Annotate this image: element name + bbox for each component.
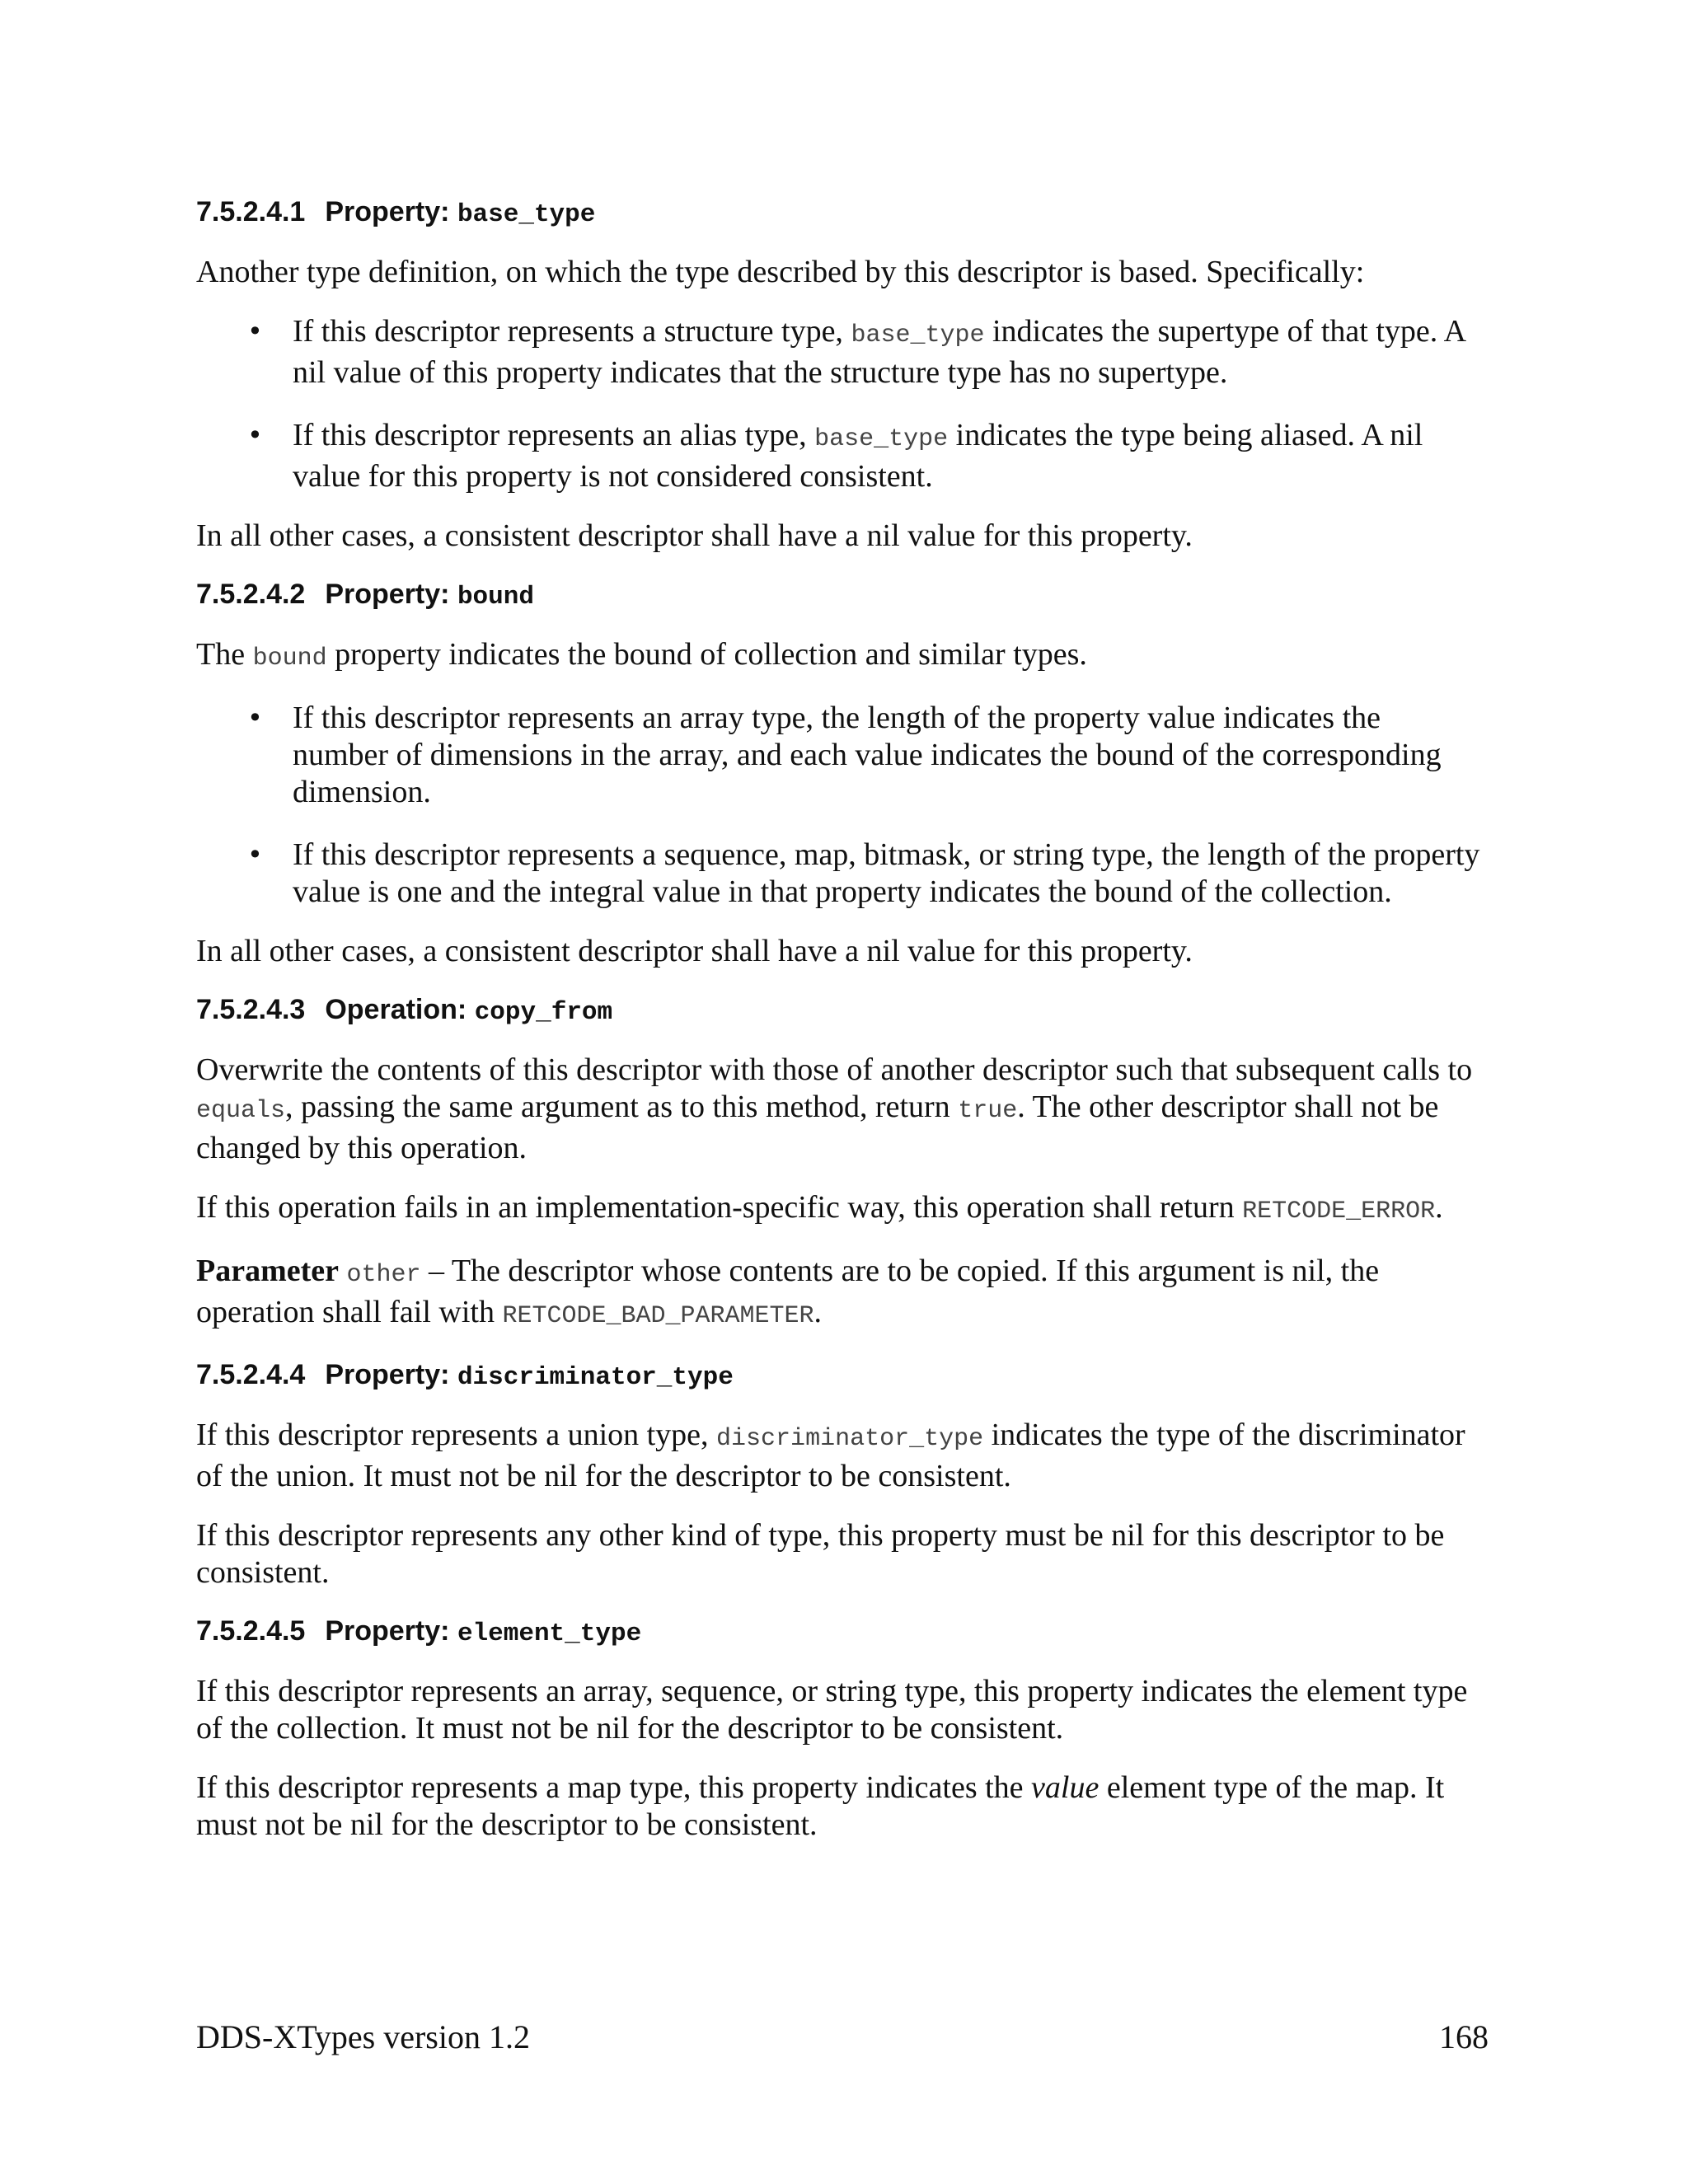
emphasis-text: value	[1031, 1770, 1100, 1805]
paragraph	[196, 636, 1482, 677]
bullet-icon: •	[247, 419, 263, 451]
bullet-text: If this descriptor represents a sequence, map, bitmask, or string type, the length of the property value is one and the integral value in that property indicates the bound of the collection.	[293, 837, 1480, 909]
parameter-paragraph	[196, 1253, 1482, 1335]
inline-code: bound	[252, 644, 327, 673]
paragraph-text: If this descriptor represents an array, sequence, or string type, this property indicates the element type of the collection. It must not be nil for the descriptor to be consistent.	[196, 1674, 1468, 1746]
inline-code: discriminator_type	[716, 1425, 984, 1453]
paragraph-text: property indicates the bound of collection and similar types.	[326, 637, 1087, 672]
bullet-icon: •	[247, 316, 263, 347]
section-kind: Property:	[325, 579, 450, 610]
paragraph-text: If this descriptor represents any other kind of type, this property must be nil for this descriptor to be consistent.	[196, 1518, 1445, 1590]
bullet-text: indicates the supertype of that type. A nil value of this property indicates that the structure type has no supertype.	[293, 314, 1465, 390]
section-code-name: discriminator_type	[457, 1363, 734, 1392]
section-code-name: base_type	[457, 200, 596, 229]
bullet-item	[196, 417, 1482, 495]
paragraph-text: .	[814, 1295, 823, 1329]
section-number: 7.5.2.4.3	[196, 994, 306, 1025]
paragraph-text: – The descriptor whose contents are to be copied. If this argument is nil, the operation shall fail with	[196, 1254, 1380, 1329]
paragraph	[196, 933, 1482, 970]
section-number: 7.5.2.4.2	[196, 579, 306, 610]
inline-code: base_type	[814, 425, 949, 453]
section-kind: Operation:	[325, 994, 467, 1025]
paragraph	[196, 1769, 1482, 1844]
bullet-item	[196, 700, 1482, 811]
bullet-item	[196, 837, 1482, 911]
bullet-icon: •	[247, 702, 263, 733]
section-heading-bound	[196, 577, 1482, 615]
paragraph-text: If this descriptor represents a map type, this property indicates the	[196, 1770, 1032, 1805]
paragraph-text: Another type definition, on which the type described by this descriptor is based. Specifically:	[196, 255, 1365, 289]
section-number: 7.5.2.4.4	[196, 1359, 306, 1390]
footer-title: DDS-XTypes version 1.2	[196, 2018, 530, 2055]
paragraph	[196, 1189, 1482, 1230]
paragraph-text: , passing the same argument as to this method, return	[285, 1090, 959, 1124]
paragraph	[196, 1517, 1482, 1591]
paragraph-text: In all other cases, a consistent descriptor shall have a nil value for this property.	[196, 934, 1193, 968]
bullet-list	[196, 313, 1482, 495]
paragraph-text: element type of the map. It must not be nil for the descriptor to be consistent.	[196, 1770, 1445, 1842]
bullet-text: If this descriptor represents an alias type,	[293, 418, 815, 452]
bullet-list	[196, 700, 1482, 911]
inline-code: equals	[196, 1097, 286, 1125]
paragraph-text: If this operation fails in an implementation-specific way, this operation shall return	[196, 1190, 1243, 1225]
inline-code: other	[346, 1261, 421, 1289]
bullet-text: If this descriptor represents an array type, the length of the property value indicates the number of dimensions in the array, and each value indicates the bound of the corresponding dimension.	[293, 701, 1442, 809]
paragraph-text: indicates the type of the discriminator of the union. It must not be nil for the descriptor to be consistent.	[196, 1418, 1465, 1493]
section-code-name: copy_from	[474, 998, 613, 1027]
paragraph-text: . The other descriptor shall not be changed by this operation.	[196, 1090, 1439, 1165]
inline-code: base_type	[851, 321, 985, 349]
page-footer	[196, 2018, 1589, 2057]
inline-code: RETCODE_BAD_PARAMETER	[502, 1302, 814, 1330]
section-kind: Property:	[325, 1615, 450, 1647]
paragraph	[196, 518, 1482, 555]
paragraph-text: .	[1435, 1190, 1443, 1225]
section-heading-base-type	[196, 194, 1482, 232]
paragraph	[196, 1052, 1482, 1167]
page-number: 168	[1439, 2018, 1489, 2055]
paragraph-text: If this descriptor represents a union type,	[196, 1418, 717, 1452]
inline-code: true	[958, 1097, 1018, 1125]
section-code-name: bound	[457, 583, 534, 612]
parameter-label: Parameter	[196, 1254, 339, 1288]
paragraph	[196, 254, 1482, 291]
inline-code: RETCODE_ERROR	[1242, 1197, 1436, 1226]
paragraph-text: The	[196, 637, 253, 672]
section-code-name: element_type	[457, 1619, 642, 1648]
bullet-icon: •	[247, 839, 263, 870]
bullet-item	[196, 313, 1482, 391]
section-heading-element-type	[196, 1614, 1482, 1652]
paragraph-text: In all other cases, a consistent descriptor shall have a nil value for this property.	[196, 518, 1193, 553]
section-kind: Property:	[325, 196, 450, 227]
section-number: 7.5.2.4.5	[196, 1615, 306, 1647]
bullet-text: If this descriptor represents a structure type,	[293, 314, 851, 349]
section-heading-copy-from	[196, 992, 1482, 1030]
paragraph-text: Overwrite the contents of this descriptor with those of another descriptor such that subsequent calls to	[196, 1052, 1473, 1087]
section-kind: Property:	[325, 1359, 450, 1390]
bullet-text: indicates the type being aliased. A nil value for this property is not considered consistent.	[293, 418, 1423, 494]
paragraph	[196, 1417, 1482, 1495]
section-heading-discriminator-type	[196, 1357, 1482, 1395]
section-number: 7.5.2.4.1	[196, 196, 306, 227]
document-page	[196, 194, 1482, 1866]
paragraph	[196, 1673, 1482, 1747]
